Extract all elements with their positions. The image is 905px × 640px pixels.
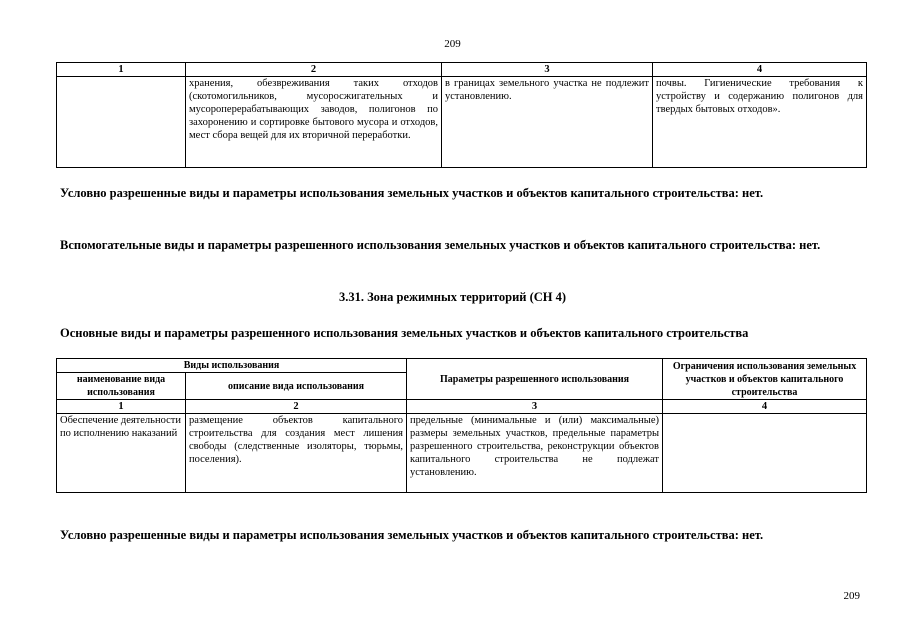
table-cell: хранения, обезвреживания таких отходов (скотомогильников, мусоросжигательных и мусороперерабатывающих заводов, полигонов по захоронению и сортировке бытового мусора и отходов, мест сбора вещей для их вторичной переработки. — [186, 77, 442, 168]
column-number: 2 — [186, 400, 407, 414]
table-header-row — [57, 359, 867, 373]
column-number: 3 — [442, 63, 653, 77]
page-number-top: 209 — [444, 38, 461, 50]
main-uses-paragraph: Основные виды и параметры разрешенного использования земельных участков и объектов капитального строительства — [60, 326, 749, 340]
column-number: 2 — [186, 63, 442, 77]
section-heading: 3.31. Зона режимных территорий (СН 4) — [338, 290, 567, 304]
column-number: 3 — [407, 400, 663, 414]
header-parameters: Параметры разрешенного использования — [407, 359, 663, 400]
auxiliary-uses-paragraph: Вспомогательные виды и параметры разрешенного использования земельных участков и объектов капитального строительства: нет. — [60, 238, 821, 252]
table-cell: предельные (минимальные и (или) максимальные) размеры земельных участков, предельные параметры разрешенного строительства, реконструкции объектов капитального строительства не подлежат установлению. — [407, 414, 663, 493]
zone-uses-table — [56, 358, 867, 493]
continuation-table — [56, 62, 867, 168]
table-cell: Обеспечение деятельности по исполнению наказаний — [57, 414, 186, 493]
table-cell — [663, 414, 867, 493]
conditional-uses-paragraph: Условно разрешенные виды и параметры использования земельных участков и объектов капитального строительства: нет. — [60, 186, 764, 200]
header-limitations: Ограничения использования земельных участков и объектов капитального строительства — [663, 359, 867, 400]
table-cell: размещение объектов капитального строительства для создания мест лишения свободы (следственные изоляторы, тюрьмы, поселения). — [186, 414, 407, 493]
column-number: 4 — [663, 400, 867, 414]
conditional-uses-paragraph-2: Условно разрешенные виды и параметры использования земельных участков и объектов капитального строительства: нет. — [60, 528, 764, 542]
table-number-row — [57, 400, 867, 414]
table-cell: в границах земельного участка не подлежит установлению. — [442, 77, 653, 168]
column-number: 1 — [57, 400, 186, 414]
table-cell — [57, 77, 186, 168]
column-number: 1 — [57, 63, 186, 77]
page-number-bottom: 209 — [843, 590, 860, 602]
table-row — [57, 414, 867, 493]
column-number: 4 — [653, 63, 867, 77]
header-use-description: описание вида использования — [186, 373, 407, 400]
table-cell: почвы. Гигиенические требования к устройству и содержанию полигонов для твердых бытовых отходов». — [653, 77, 867, 168]
header-types-of-use: Виды использования — [57, 359, 407, 373]
table-header-row — [57, 63, 867, 77]
table-row — [57, 77, 867, 168]
header-use-name: наименование вида использования — [57, 373, 186, 400]
